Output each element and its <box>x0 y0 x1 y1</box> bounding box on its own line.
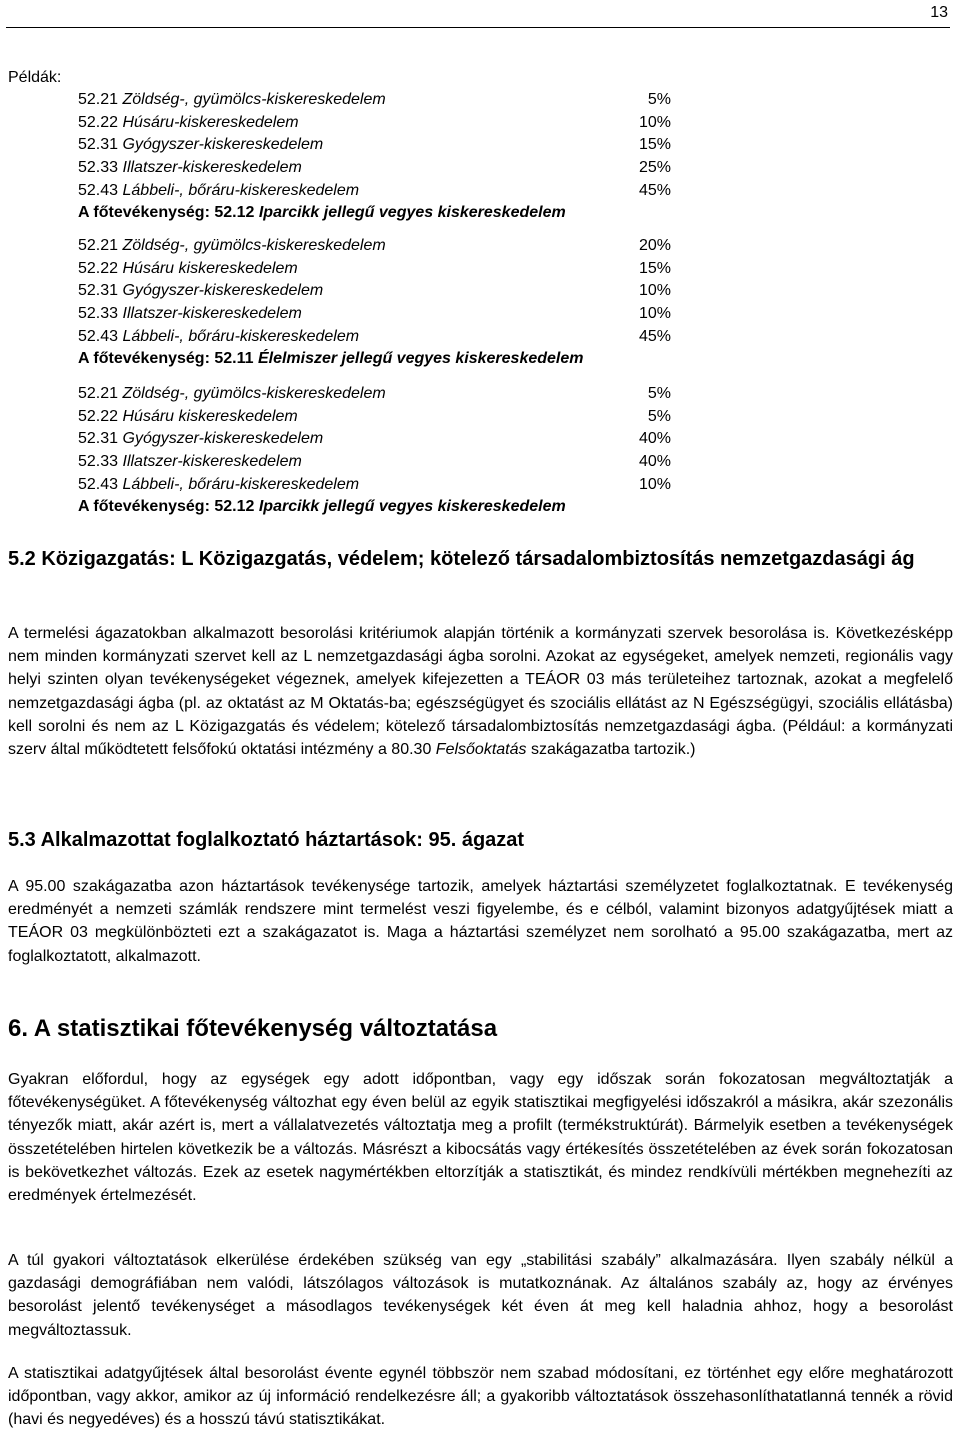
activity-code: 52.22 <box>78 113 119 131</box>
example-group-3 <box>78 383 678 519</box>
activity-name: Gyógyszer-kiskereskedelem <box>122 136 324 154</box>
activity-code: 52.33 <box>78 305 119 323</box>
example-row <box>78 383 678 406</box>
activity-percentage: 10% <box>638 475 671 493</box>
example-row <box>78 474 678 497</box>
activity-name: Illatszer-kiskereskedelem <box>122 305 302 323</box>
activity-name: Gyógyszer-kiskereskedelem <box>122 430 324 448</box>
activity-code: 52.43 <box>78 181 119 199</box>
activity-code: 52.21 <box>78 237 119 254</box>
section-5-2-text: A termelési ágazatokban alkalmazott besorolási kritériumok alapján történik a kormányzati szervek besorolása is. Következésképp nem minden kormányzati szervet kell az L nemzetgazdasági ágba sorolni. Azokat az egységeket, amelyek nemzeti, regionális vagy helyi szinten olyan tevékenységeket végeznek, amelyek kifejezetten a TEÁOR 03 más területeihez tartoznak, azokat a megfelelő nemzetgazdasági ágba (pl. az oktatást az M Oktatás-ba; egészségügyet és szociális ellátást az N Egészségügyi, szociális ellátásba) kell sorolni és nem az L Közigazgatás és védelem; kötelező társadalombiztosítás nemzetgazdasági ágba. (Például: a kormányzati szerv által működtetett felsőfokú oktatási intézmény a 80.30 <box>8 625 953 759</box>
activity-code: 52.31 <box>78 136 119 154</box>
example-row <box>78 303 678 326</box>
main-activity-row <box>78 348 678 371</box>
activity-name: Lábbeli-, bőráru-kiskereskedelem <box>122 181 360 199</box>
activity-code: 52.43 <box>78 327 119 345</box>
header-rule <box>6 27 950 28</box>
example-row <box>78 89 678 112</box>
example-row <box>78 258 678 281</box>
main-activity-row <box>78 496 678 519</box>
activity-name: Lábbeli-, bőráru-kiskereskedelem <box>122 475 360 493</box>
section-5-2-paragraph <box>8 622 953 761</box>
section-6-heading: 6. A statisztikai főtevékenység változtatása <box>8 1015 498 1042</box>
activity-name: Zöldség-, gyümölcs-kiskereskedelem <box>122 91 386 108</box>
activity-code: 52.31 <box>78 430 119 448</box>
main-activity-name: Iparcikk jellegű vegyes kiskereskedelem <box>258 498 566 516</box>
example-row <box>78 406 678 429</box>
section-6-paragraph-2: A túl gyakori változtatások elkerülése érdekében szükség van egy „stabilitási szabály” alkalmazására. Ilyen szabály nélkül a gazdasági demográfiában nem valódi, látszólagos változások is mutatkoznának. Az általános szabály az, hogy az érvényes besorolást jelentő tevékenységet a másodlagos tevékenységek két éven át meg kell haladnia ahhoz, hogy a besorolást megváltoztassuk. <box>8 1252 953 1339</box>
section-5-2-text-end: szakágazatba tartozik.) <box>530 741 696 759</box>
activity-percentage: 15% <box>638 136 671 154</box>
example-row <box>78 326 678 349</box>
activity-name: Zöldség-, gyümölcs-kiskereskedelem <box>122 385 386 402</box>
activity-code: 52.22 <box>78 407 119 425</box>
main-activity-name: Élelmiszer jellegű vegyes kiskereskedelem <box>257 350 584 368</box>
activity-name: Húsáru-kiskereskedelem <box>122 113 299 131</box>
activity-percentage: 40% <box>638 430 671 448</box>
example-row <box>78 235 678 258</box>
main-activity-label: A főtevékenység: 52.11 <box>78 350 254 368</box>
example-row <box>78 428 678 451</box>
example-row <box>78 280 678 303</box>
activity-code: 52.22 <box>78 259 119 277</box>
example-row <box>78 180 678 203</box>
activity-percentage: 20% <box>638 237 671 254</box>
activity-name: Húsáru kiskereskedelem <box>122 407 298 425</box>
activity-name: Húsáru kiskereskedelem <box>122 259 298 277</box>
activity-name: Illatszer-kiskereskedelem <box>122 159 302 177</box>
main-activity-row <box>78 202 678 225</box>
activity-code: 52.33 <box>78 453 119 471</box>
section-5-3-paragraph: A 95.00 szakágazatba azon háztartások tevékenysége tartozik, amelyek háztartási személyzetet foglalkoztatnak. E tevékenység eredményét a nemzeti számlák rendszere mint termelést veszi figyelembe, és e célból, valamint bizonyos adatgyűjtések miatt a TEÁOR 03 megkülönbözteti ezt a szakágazatot is. Maga a háztartási személyzet nem sorolható a 95.00 szakágazatba, mert az foglalkoztatott, alkalmazott. <box>8 878 953 965</box>
activity-percentage: 45% <box>638 327 671 345</box>
activity-name: Zöldség-, gyümölcs-kiskereskedelem <box>122 237 386 254</box>
examples-label: Példák: <box>8 69 62 86</box>
example-row <box>78 112 678 135</box>
activity-code: 52.21 <box>78 91 119 108</box>
activity-percentage: 40% <box>638 453 671 471</box>
activity-percentage: 25% <box>638 159 671 177</box>
activity-percentage: 10% <box>638 282 671 300</box>
activity-percentage: 10% <box>638 305 671 323</box>
example-row <box>78 157 678 180</box>
activity-code: 52.21 <box>78 385 119 402</box>
activity-code: 52.33 <box>78 159 119 177</box>
section-5-2-heading: 5.2 Közigazgatás: L Közigazgatás, védelem; kötelező társadalombiztosítás nemzetgazdasági ág <box>8 548 915 570</box>
activity-name: Gyógyszer-kiskereskedelem <box>122 282 324 300</box>
activity-percentage: 45% <box>638 181 671 199</box>
section-5-2-italic-term: Felsőoktatás <box>435 741 527 759</box>
main-activity-label: A főtevékenység: 52.12 <box>78 204 255 222</box>
example-group-1 <box>78 89 678 225</box>
activity-percentage: 15% <box>638 259 671 277</box>
activity-code: 52.43 <box>78 475 119 493</box>
example-row <box>78 451 678 474</box>
example-group-2 <box>78 235 678 371</box>
section-6-paragraph-3: A statisztikai adatgyűjtések által besorolást évente egynél többször nem szabad módosítani, ez történhet egy előre meghatározott időpontban, vagy akkor, amikor az új információ rendelkezésre áll; a gyakoribb változtatások összehasonlíthatatlanná tennék a rövid (havi és negyedéves) és a hosszú távú statisztikákat. <box>8 1365 953 1429</box>
example-row <box>78 134 678 157</box>
activity-percentage: 5% <box>647 385 671 402</box>
activity-name: Lábbeli-, bőráru-kiskereskedelem <box>122 327 360 345</box>
page-number: 13 <box>930 4 948 21</box>
activity-percentage: 5% <box>647 407 671 425</box>
activity-percentage: 5% <box>647 91 671 108</box>
activity-name: Illatszer-kiskereskedelem <box>122 453 302 471</box>
section-5-3-heading: 5.3 Alkalmazottat foglalkoztató háztartások: 95. ágazat <box>8 829 525 851</box>
main-activity-name: Iparcikk jellegű vegyes kiskereskedelem <box>258 204 566 222</box>
activity-percentage: 10% <box>638 113 671 131</box>
activity-code: 52.31 <box>78 282 119 300</box>
main-activity-label: A főtevékenység: 52.12 <box>78 498 255 516</box>
section-6-paragraph-1: Gyakran előfordul, hogy az egységek egy adott időpontban, vagy egy időszak során fokozatosan megváltoztatják a főtevékenységüket. A főtevékenység változhat egy éven belül az egyik statisztikai megfigyelési időszakról a másikra, akár szezonális tényezők miatt, akár azért is, mert a vállalatvezetés változtatja meg a profilt (termékstruktúrát). Bármelyik esetben a tevékenységek összetételében hirtelen következik be a változás. Másrészt a kibocsátás vagy értékesítés összetételében az évek során fokozatosan is bekövetkezhet változás. Ezek az esetek nagymértékben eltorzítják a statisztikát, és mindez rendkívüli mértékben megnehezíti az eredmények értelmezését. <box>8 1071 953 1205</box>
